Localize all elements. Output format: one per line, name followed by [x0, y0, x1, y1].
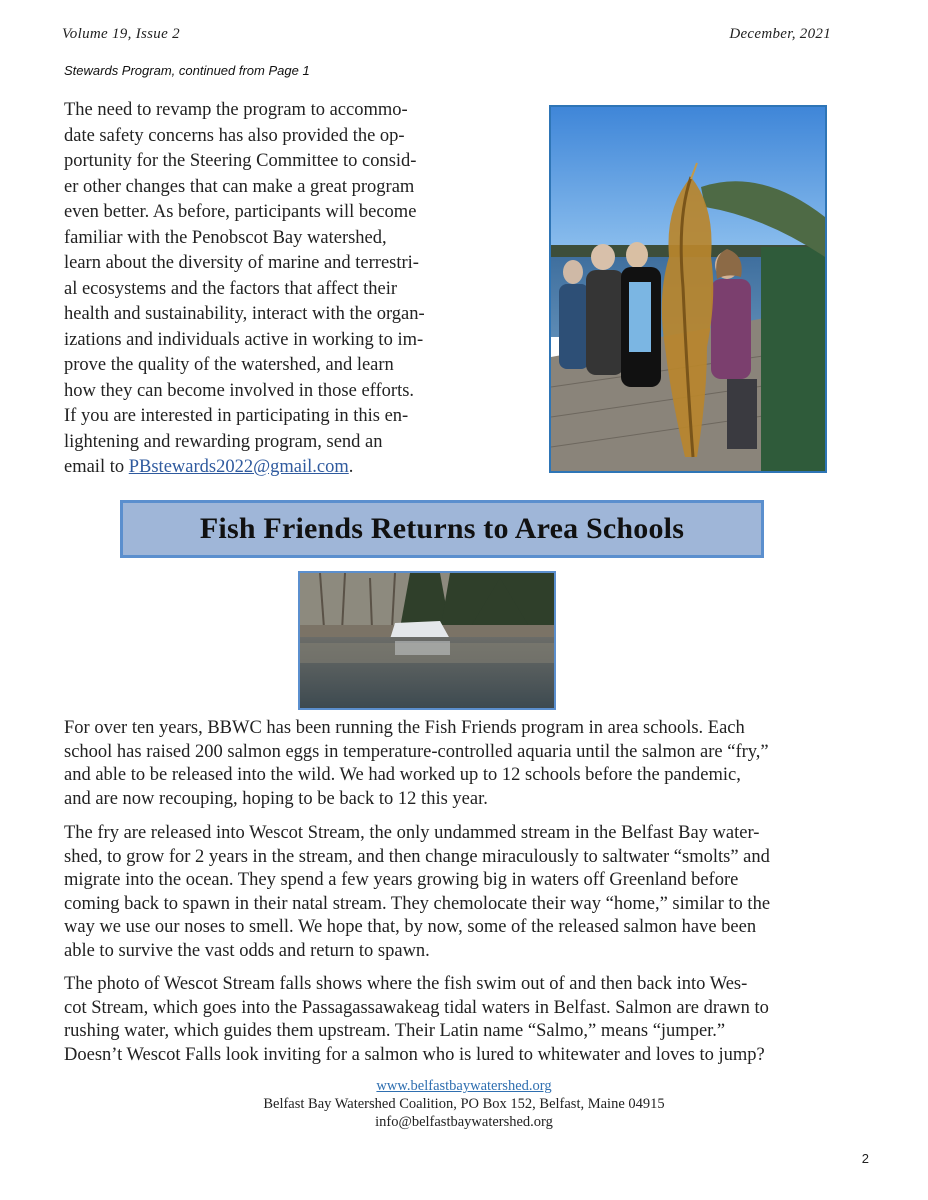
paragraph-line: school has raised 200 salmon eggs in temperature-controlled aquaria until the salmon are “fry,” — [64, 741, 769, 762]
paragraph-line: Doesn’t Wescot Falls look inviting for a salmon who is lured to whitewater and loves to jump? — [64, 1044, 765, 1065]
paragraph-line: able to survive the vast odds and return to spawn. — [64, 940, 430, 961]
intro-line: health and sustainability, interact with the organ- — [64, 304, 425, 324]
article-title: Fish Friends Returns to Area Schools — [199, 512, 685, 545]
intro-line: prove the quality of the watershed, and learn — [64, 355, 394, 375]
stewards-email-link[interactable]: PBstewards2022@gmail.com — [128, 457, 349, 477]
intro-line: even better. As before, participants will become — [64, 202, 417, 222]
intro-line: familiar with the Penobscot Bay watershed, — [64, 227, 387, 248]
wescot-falls-photo — [298, 571, 556, 710]
kelp-photo — [549, 105, 827, 473]
footer — [0, 1077, 928, 1131]
paragraph-line: migrate into the ocean. They spend a few years growing big in waters off Greenland before — [64, 870, 739, 890]
intro-line: date safety concerns has also provided the op- — [64, 125, 405, 146]
intro-line: portunity for the Steering Committee to consid- — [64, 151, 417, 171]
paragraph-line: cot Stream, which goes into the Passagassawakeag tidal waters in Belfast. Salmon are drawn to — [64, 997, 769, 1018]
paragraph-wescot-falls — [64, 973, 864, 1067]
intro-line-last — [64, 455, 466, 481]
paragraph-line: and are now recouping, hoping to be back to 12 this year. — [64, 788, 488, 809]
issue-date: December, 2021 — [729, 26, 831, 42]
volume-issue: Volume 19, Issue 2 — [62, 26, 180, 42]
paragraph-line: coming back to spawn in their natal stream. They chemolocate their way “home,” similar to the — [64, 893, 771, 914]
paragraph-line: way we use our noses to smell. We hope that, by now, some of the released salmon have been — [64, 917, 757, 937]
website-link[interactable]: www.belfastbaywatershed.org — [376, 1078, 552, 1094]
intro-line: izations and individuals active in working to im- — [64, 329, 424, 350]
continued-note: Stewards Program, continued from Page 1 — [64, 63, 310, 78]
stewards-continued-text — [64, 98, 466, 481]
intro-line: lightening and rewarding program, send an — [64, 431, 383, 452]
paragraph-line: The photo of Wescot Stream falls shows where the fish swim out of and then back into Wes- — [64, 974, 748, 994]
paragraph-fish-friends-intro — [64, 717, 864, 811]
article-title-banner — [120, 500, 764, 558]
email-suffix: . — [348, 457, 354, 477]
contact-email: info@belfastbaywatershed.org — [375, 1114, 553, 1130]
paragraph-line: shed, to grow for 2 years in the stream, and then change miraculously to saltwater “smolts” and — [64, 846, 770, 867]
intro-line: The need to revamp the program to accommo- — [64, 100, 408, 120]
intro-line: al ecosystems and the factors that affect their — [64, 278, 398, 299]
page-number: 2 — [861, 1151, 869, 1166]
paragraph-line: For over ten years, BBWC has been running the Fish Friends program in area schools. Each — [64, 718, 745, 738]
paragraph-line: The fry are released into Wescot Stream, the only undammed stream in the Belfast Bay water- — [64, 823, 760, 843]
intro-line: If you are interested in participating in this en- — [64, 406, 409, 426]
paragraph-line: rushing water, which guides them upstream. Their Latin name “Salmo,” means “jumper.” — [64, 1021, 726, 1041]
paragraph-fry-release — [64, 822, 864, 963]
paragraph-line: and able to be released into the wild. We had worked up to 12 schools before the pandemic, — [64, 765, 741, 785]
intro-line: how they can become involved in those efforts. — [64, 380, 415, 401]
mailing-address: Belfast Bay Watershed Coalition, PO Box 152, Belfast, Maine 04915 — [263, 1096, 665, 1112]
intro-line: er other changes that can make a great program — [64, 176, 415, 197]
email-prefix: email to — [64, 457, 129, 477]
intro-line: learn about the diversity of marine and terrestri- — [64, 253, 419, 273]
